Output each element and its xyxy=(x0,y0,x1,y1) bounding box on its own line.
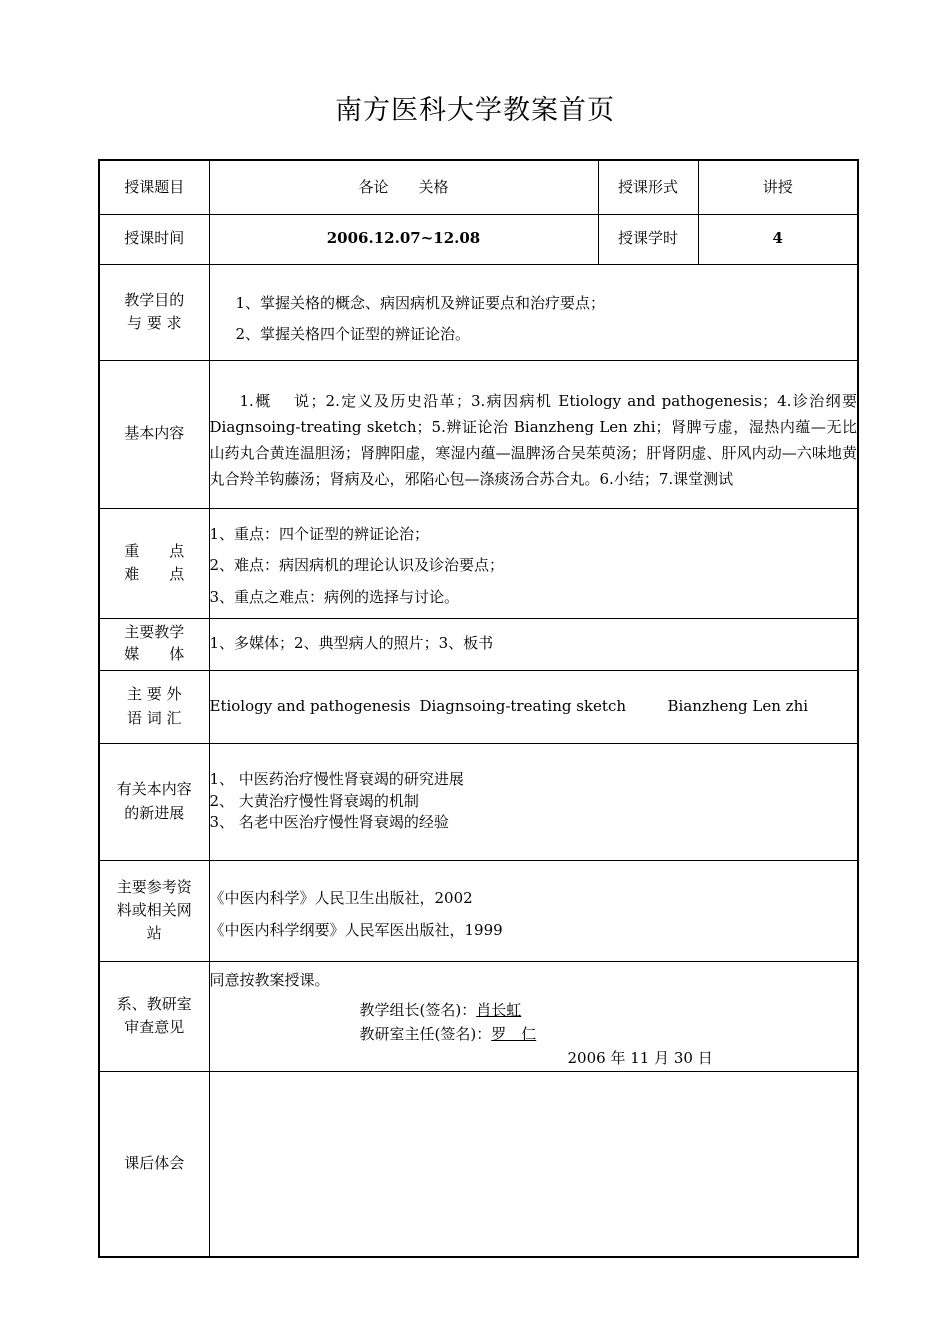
progress-label-line1: 有关本内容 xyxy=(116,780,192,799)
form-value: 讲授 xyxy=(698,160,858,214)
reference-item: 《中医内科学纲要》人民军医出版社，1999 xyxy=(209,920,503,939)
review-label-line2: 审查意见 xyxy=(124,1018,185,1036)
row-media xyxy=(99,618,858,670)
review-director-signature: 罗 仁 xyxy=(491,1025,537,1043)
row-references xyxy=(99,860,858,961)
row-topic xyxy=(99,160,858,214)
basic-content-label: 基本内容 xyxy=(99,360,209,508)
review-director-label: 教研室主任(签名)： xyxy=(359,1025,492,1043)
key-points-label-line2: 难 点 xyxy=(124,565,185,583)
media-label xyxy=(99,618,209,670)
key-points-label-line1: 重 点 xyxy=(124,541,185,560)
key-points-label xyxy=(99,508,209,618)
vocabulary-term: Bianzheng Len zhi xyxy=(667,696,809,715)
vocabulary-label-line1: 主 要 外 xyxy=(126,685,182,704)
objectives-label xyxy=(99,264,209,360)
review-leader-line xyxy=(360,998,858,1022)
media-label-line2: 媒 体 xyxy=(124,645,185,663)
basic-content-text: 1.概 说；2.定义及历史沿革；3.病因病机 Etiology and pathogenesis；4.诊治纲要 Diagnsoing-treating sketch；5.辨证论治 Bianzheng Len zhi；肾脾亏虚，湿热内蕴—无比山药丸合黄连温胆汤；肾脾阳虚，寒湿内蕴—温脾汤合吴茱萸汤；肝肾阴虚、肝风内动—六味地黄丸合羚羊钩藤汤；肾病及心，邪陷心包—涤痰汤合苏合丸。6.小结；7.课堂测试 xyxy=(209,391,857,489)
reflection-label: 课后体会 xyxy=(99,1071,209,1257)
reflection-content xyxy=(209,1071,858,1257)
topic-label: 授课题目 xyxy=(99,160,209,214)
lesson-plan-table xyxy=(98,159,859,1258)
media-text: 1、多媒体；2、典型病人的照片；3、板书 xyxy=(209,634,494,653)
key-points-content xyxy=(209,508,858,618)
topic-value: 各论 关格 xyxy=(209,160,598,214)
objective-item: 2、掌握关格四个证型的辨证论治。 xyxy=(235,325,471,343)
review-label xyxy=(99,961,209,1071)
references-label-line2: 料或相关网 xyxy=(116,900,192,919)
time-label: 授课时间 xyxy=(99,214,209,264)
progress-item: 3、 名老中医治疗慢性肾衰竭的经验 xyxy=(209,813,449,832)
progress-content xyxy=(209,743,858,860)
progress-label xyxy=(99,743,209,860)
reference-item: 《中医内科学》人民卫生出版社，2002 xyxy=(209,889,473,907)
review-date: 2006 年 11 月 30 日 xyxy=(567,1049,713,1067)
media-label-line1: 主要教学 xyxy=(124,623,185,642)
vocabulary-term: Diagnsoing-treating sketch xyxy=(419,696,627,715)
hours-label: 授课学时 xyxy=(598,214,698,264)
key-point-item: 2、难点：病因病机的理论认识及诊治要点； xyxy=(209,556,505,575)
vocabulary-content xyxy=(209,670,858,743)
review-opinion: 同意按教案授课。 xyxy=(209,971,330,989)
review-leader-signature: 肖长虹 xyxy=(476,1001,522,1019)
key-point-item: 3、重点之难点：病例的选择与讨论。 xyxy=(209,587,460,606)
review-content xyxy=(209,961,858,1071)
vocabulary-term: Etiology and pathogenesis xyxy=(209,696,411,715)
form-label: 授课形式 xyxy=(598,160,698,214)
row-review xyxy=(99,961,858,1071)
row-key-points xyxy=(99,508,858,618)
progress-label-line2: 的新进展 xyxy=(124,803,185,822)
page-title: 南方医科大学教案首页 xyxy=(335,95,615,126)
row-objectives xyxy=(99,264,858,360)
vocabulary-label xyxy=(99,670,209,743)
review-director-line xyxy=(360,1022,858,1046)
references-label xyxy=(99,860,209,961)
row-reflection xyxy=(99,1071,858,1257)
row-vocabulary xyxy=(99,670,858,743)
row-progress xyxy=(99,743,858,860)
progress-item: 2、 大黄治疗慢性肾衰竭的机制 xyxy=(209,791,419,810)
objectives-label-line2: 与 要 求 xyxy=(126,314,182,332)
progress-item: 1、 中医药治疗慢性肾衰竭的研究进展 xyxy=(209,769,464,788)
vocabulary-label-line2: 语 词 汇 xyxy=(126,708,182,727)
time-value: 2006.12.07~12.08 xyxy=(209,214,598,264)
row-time xyxy=(99,214,858,264)
objective-item: 1、掌握关格的概念、病因病机及辨证要点和治疗要点； xyxy=(235,293,606,312)
references-label-line1: 主要参考资 xyxy=(116,877,192,896)
references-label-line3: 站 xyxy=(146,924,162,943)
key-point-item: 1、重点：四个证型的辨证论治； xyxy=(209,524,430,543)
review-label-line1: 系、教研室 xyxy=(116,994,192,1013)
row-basic-content xyxy=(99,360,858,508)
review-leader-label: 教学组长(签名)： xyxy=(359,1001,477,1019)
references-content xyxy=(209,860,858,961)
hours-value: 4 xyxy=(698,214,858,264)
objectives-content xyxy=(209,264,858,360)
objectives-label-line1: 教学目的 xyxy=(124,290,185,309)
